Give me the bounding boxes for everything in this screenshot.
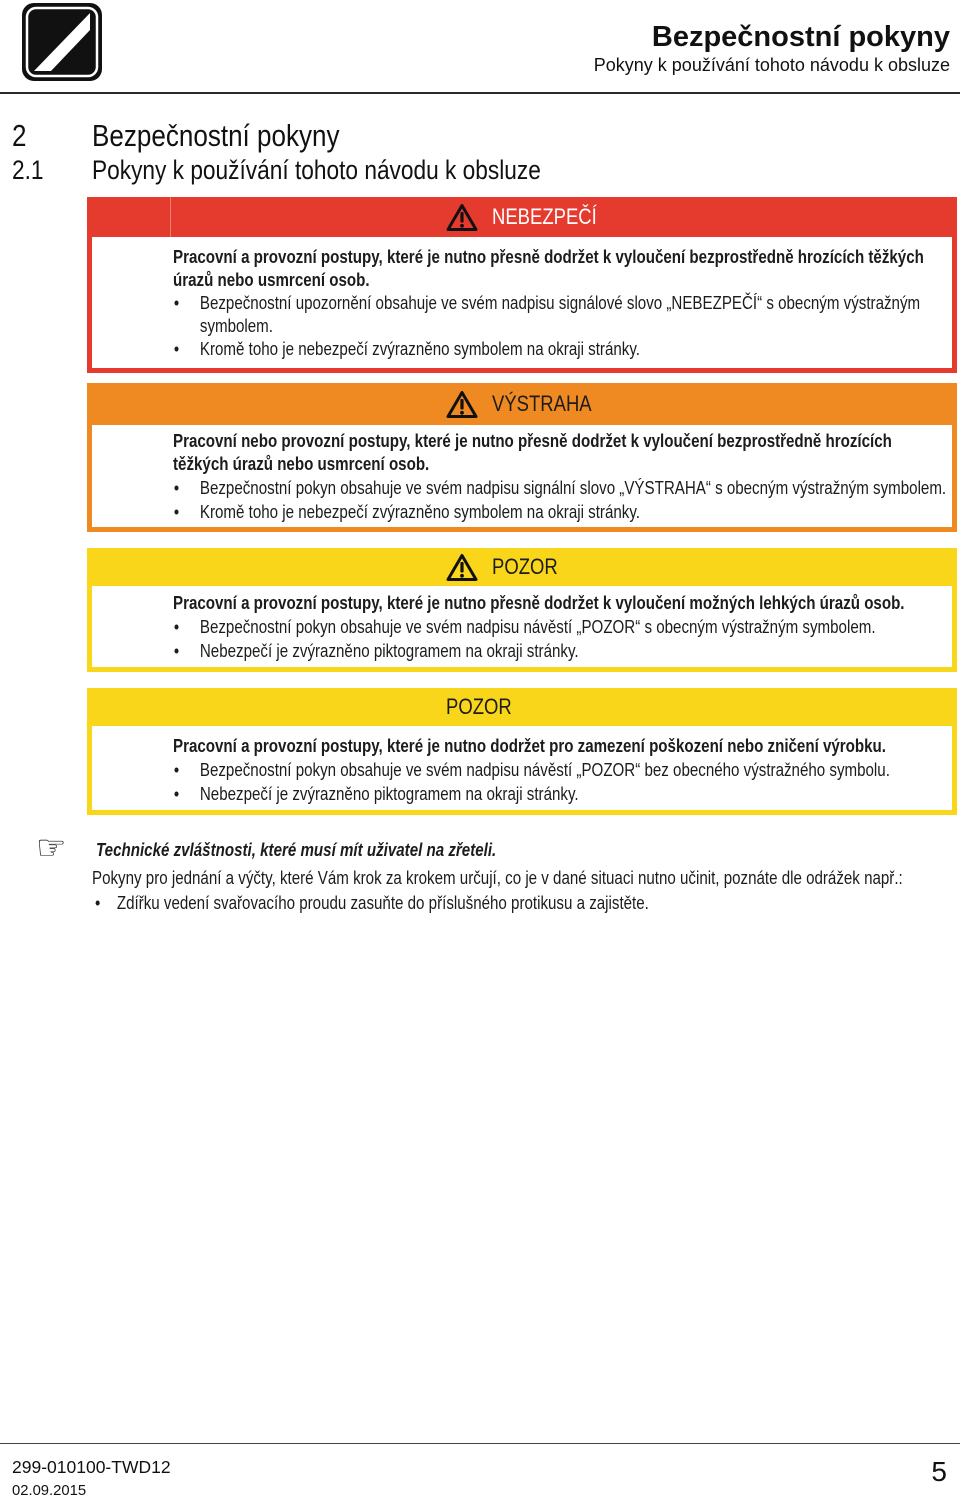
header-separator bbox=[170, 197, 171, 237]
footer-divider bbox=[0, 1443, 960, 1444]
signal-word: POZOR bbox=[446, 694, 512, 719]
text-line: těžkých úrazů nebo usmrcení osob. bbox=[173, 454, 430, 474]
text-line: symbolem. bbox=[199, 316, 273, 336]
warning-triangle-icon bbox=[446, 203, 478, 232]
signal-word: POZOR bbox=[492, 554, 558, 579]
warning-triangle-icon bbox=[446, 553, 478, 582]
text-line: Pracovní a provozní postupy, které je nutno přesně dodržet k vyloučení možných lehkých úrazů osob. bbox=[173, 593, 905, 613]
document-date: 02.09.2015 bbox=[12, 1483, 87, 1499]
list-item bbox=[173, 783, 890, 806]
list-item bbox=[173, 338, 924, 361]
text-line: úrazů nebo usmrcení osob. bbox=[173, 270, 370, 290]
notice-body bbox=[92, 425, 952, 527]
tip-title: Technické zvláštnosti, které musí mít uživatel na zřeteli. bbox=[96, 840, 497, 860]
text-line: • Bezpečnostní pokyn obsahuje ve svém nadpisu návěstí „POZOR“ bez obecného výstražného symbolu. bbox=[199, 760, 890, 780]
chapter-number: 2 bbox=[12, 118, 27, 153]
text-line: Pracovní a provozní postupy, které je nutno přesně dodržet k vyloučení bezprostředně hrozících těžkých bbox=[173, 247, 924, 267]
notice-header bbox=[87, 197, 957, 237]
list-item bbox=[173, 477, 946, 500]
section-title: Pokyny k používání tohoto návodu k obsluze bbox=[92, 155, 541, 185]
running-header-title: Bezpečnostní pokyny bbox=[651, 21, 950, 53]
list-item bbox=[173, 292, 924, 338]
text-line: • Nebezpečí je zvýrazněno piktogramem na okraji stránky. bbox=[199, 641, 579, 661]
list-item bbox=[173, 640, 905, 663]
list-item: • Zdířku vedení svařovacího proudu zasuňte do příslušného protikusu a zajistěte. bbox=[95, 890, 649, 916]
notice-header bbox=[87, 383, 957, 425]
notice-body bbox=[92, 726, 952, 810]
notice-body bbox=[92, 237, 952, 368]
notice-header bbox=[87, 688, 957, 726]
list-item bbox=[173, 616, 905, 639]
chapter-title: Bezpečnostní pokyny bbox=[92, 118, 340, 153]
notice-header bbox=[87, 548, 957, 586]
notice-body bbox=[92, 586, 952, 667]
tip-text: Pokyny pro jednání a výčty, které Vám krok za krokem určují, co je v dané situaci nutno učinit, poznáte dle odrážek např.: bbox=[92, 868, 903, 888]
notice-lead bbox=[173, 592, 905, 615]
notice-lead bbox=[173, 246, 924, 292]
company-logo bbox=[22, 3, 102, 81]
header-divider bbox=[0, 92, 960, 94]
warning-triangle-icon bbox=[446, 390, 478, 419]
warning-notice bbox=[87, 383, 957, 532]
text-line: • Kromě toho je nebezpečí zvýrazněno symbolem na okraji stránky. bbox=[199, 339, 640, 359]
list-item bbox=[173, 759, 890, 782]
text-line: • Bezpečnostní pokyn obsahuje ve svém nadpisu signální slovo „VÝSTRAHA“ s obecným výstražným symbolem. bbox=[199, 478, 947, 498]
text-line: • Bezpečnostní upozornění obsahuje ve svém nadpisu signálové slovo „NEBEZPEČÍ“ s obecným výstražným bbox=[199, 293, 921, 313]
signal-word: VÝSTRAHA bbox=[492, 391, 592, 416]
text-line: • Bezpečnostní pokyn obsahuje ve svém nadpisu návěstí „POZOR“ s obecným výstražným symbolem. bbox=[199, 617, 876, 637]
page-number: 5 bbox=[931, 1456, 947, 1487]
notice-lead bbox=[173, 430, 946, 476]
danger-notice bbox=[87, 197, 957, 373]
document-number: 299-010100-TWD12 bbox=[12, 1457, 171, 1477]
caution-notice bbox=[87, 548, 957, 672]
text-line: • Nebezpečí je zvýrazněno piktogramem na okraji stránky. bbox=[199, 784, 579, 804]
notice-lead bbox=[173, 735, 890, 758]
list-item bbox=[173, 501, 946, 524]
running-header-subtitle: Pokyny k používání tohoto návodu k obsluze bbox=[593, 55, 950, 75]
property-damage-notice bbox=[87, 688, 957, 815]
text-line: Pracovní a provozní postupy, které je nutno dodržet pro zamezení poškození nebo zničení výrobku. bbox=[173, 736, 887, 756]
text-line: Pracovní nebo provozní postupy, které je nutno přesně dodržet k vyloučení bezprostředně hrozících bbox=[173, 431, 892, 451]
text-line: • Kromě toho je nebezpečí zvýrazněno symbolem na okraji stránky. bbox=[199, 502, 640, 522]
section-number: 2.1 bbox=[12, 155, 44, 185]
signal-word: NEBEZPEČÍ bbox=[492, 204, 597, 229]
pointing-hand-icon bbox=[36, 828, 66, 868]
